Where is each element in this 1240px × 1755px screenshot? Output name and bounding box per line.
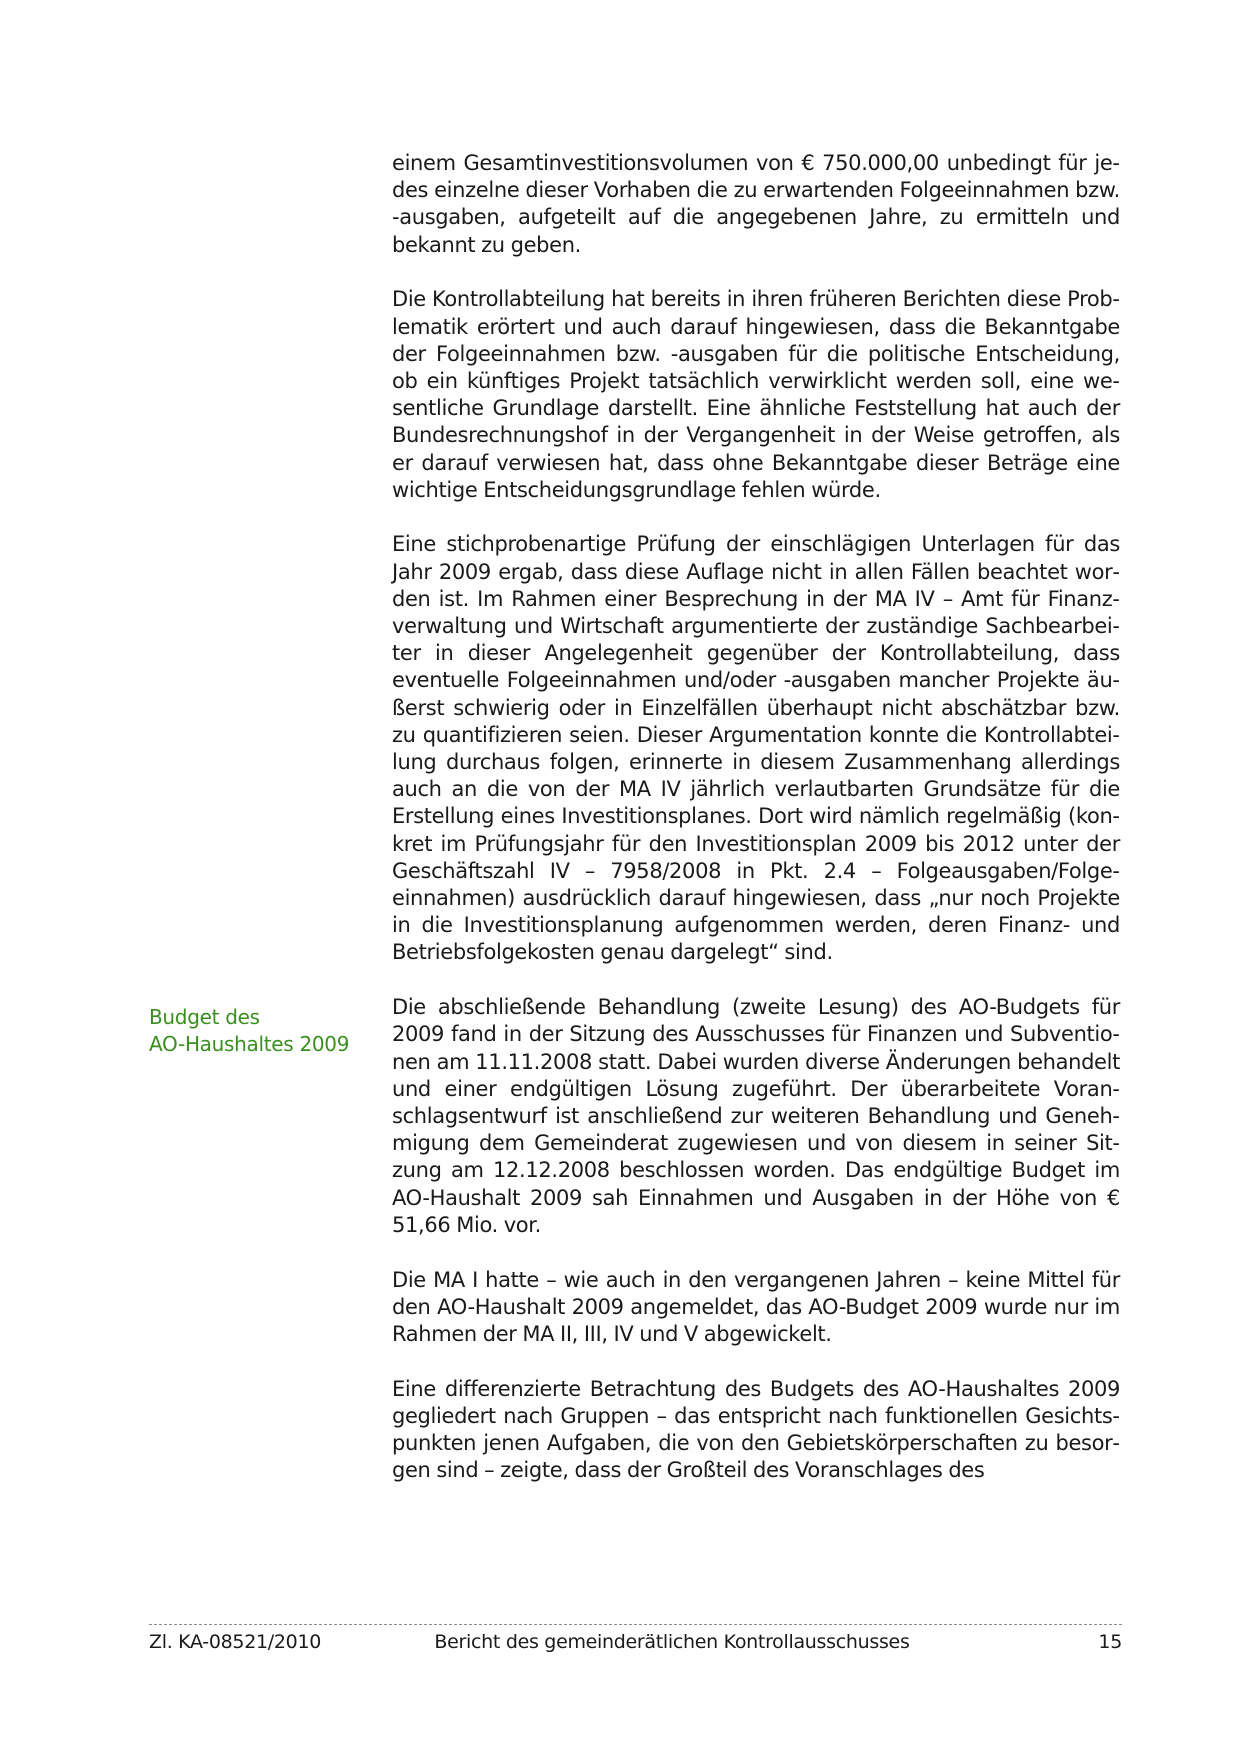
paragraph-4: Die abschließende Behandlung (zweite Lesung) des AO-Budgets für 2009 fand in der Sitzung des Ausschusses für Finanzen und Subventionen am 11.11.2008 statt. Dabei wurden diverse Änderungen behandelt und einer endgültigen Lösung zugeführt. Der überarbeitete Voranschlagsentwurf ist anschließend zur weiteren Behandlung und Genehmigung dem Gemeinderat zugewiesen und von diesem in seiner Sitzung am 12.12.2008 beschlossen worden. Das endgültige Budget im AO-Haushalt 2009 sah Einnahmen und Ausgaben in der Höhe von € 51,66 Mio. vor. — [392, 995, 1120, 1237]
footer-report-title: Bericht des gemeinderätlichen Kontrollausschusses — [434, 1631, 910, 1653]
footer-page-number: 15 — [1098, 1631, 1122, 1653]
margin-heading-line-2: AO-Haushaltes 2009 — [149, 1031, 350, 1056]
paragraph-1: einem Gesamtinvestitionsvolumen von € 750.000,00 unbedingt für jedes einzelne dieser Vorhaben die zu erwartenden Folgeeinnahmen bzw. -ausgaben, aufgeteilt auf die angegebenen Jahre, zu ermitteln und bekannt zu geben. — [392, 151, 1120, 257]
main-text-column — [392, 150, 1120, 1484]
paragraph-2: Die Kontrollabteilung hat bereits in ihren früheren Berichten diese Problematik erörtert und auch darauf hingewiesen, dass die Bekanntgabe der Folgeeinnahmen bzw. -ausgaben für die politische Entscheidung, ob ein künftiges Projekt tatsächlich verwirklicht werden soll, eine wesentliche Grundlage darstellt. Eine ähnliche Feststellung hat auch der Bundesrechnungshof in der Vergangenheit in der Weise getroffen, als er darauf verwiesen hat, dass ohne Bekanntgabe dieser Beträge eine wichtige Entscheidungsgrundlage fehlen würde. — [392, 287, 1120, 502]
footer-document-number: Zl. KA-08521/2010 — [149, 1631, 322, 1653]
paragraph-5: Die MA I hatte – wie auch in den vergangenen Jahren – keine Mittel für den AO-Haushalt 2009 angemeldet, das AO-Budget 2009 wurde nur im Rahmen der MA II, III, IV und V abgewickelt. — [392, 1267, 1120, 1346]
margin-heading-line-1: Budget des — [149, 1005, 260, 1029]
footer-divider — [149, 1624, 1122, 1625]
margin-heading — [149, 1004, 379, 1057]
paragraph-6: Eine differenzierte Betrachtung des Budgets des AO-Haushaltes 2009 gegliedert nach Gruppen – das entspricht nach funktionellen Gesichtspunkten jenen Aufgaben, die von den Gebietskörperschaften zu besorgen sind – zeigte, dass der Großteil des Voranschlages des — [392, 1376, 1120, 1483]
paragraph-3: Eine stichprobenartige Prüfung der einschlägigen Unterlagen für das Jahr 2009 ergab, dass diese Auflage nicht in allen Fällen beachtet worden ist. Im Rahmen einer Besprechung in der MA IV – Amt für Finanzverwaltung und Wirtschaft argumentierte der zuständige Sachbearbeiter in dieser Angelegenheit gegenüber der Kontrollabteilung, dass eventuelle Folgeeinnahmen und/oder -ausgaben mancher Projekte äußerst schwierig oder in Einzelfällen überhaupt nicht abschätzbar bzw. zu quantifizieren seien. Dieser Argumentation konnte die Kontrollabteilung durchaus folgen, erinnerte in diesem Zusammenhang allerdings auch an die von der MA IV jährlich verlautbarten Grundsätze für die Erstellung eines Investitionsplanes. Dort wird nämlich regelmäßig (konkret im Prüfungsjahr für den Investitionsplan 2009 bis 2012 unter der Geschäftszahl IV – 7958/2008 in Pkt. 2.4 – Folgeausgaben/Folgeeinnahmen) ausdrücklich darauf hingewiesen, dass „nur noch Projekte in die Investitionsplanung aufgenommen werden, deren Finanz- und Betriebsfolgekosten genau dargelegt“ sind. — [392, 532, 1120, 965]
